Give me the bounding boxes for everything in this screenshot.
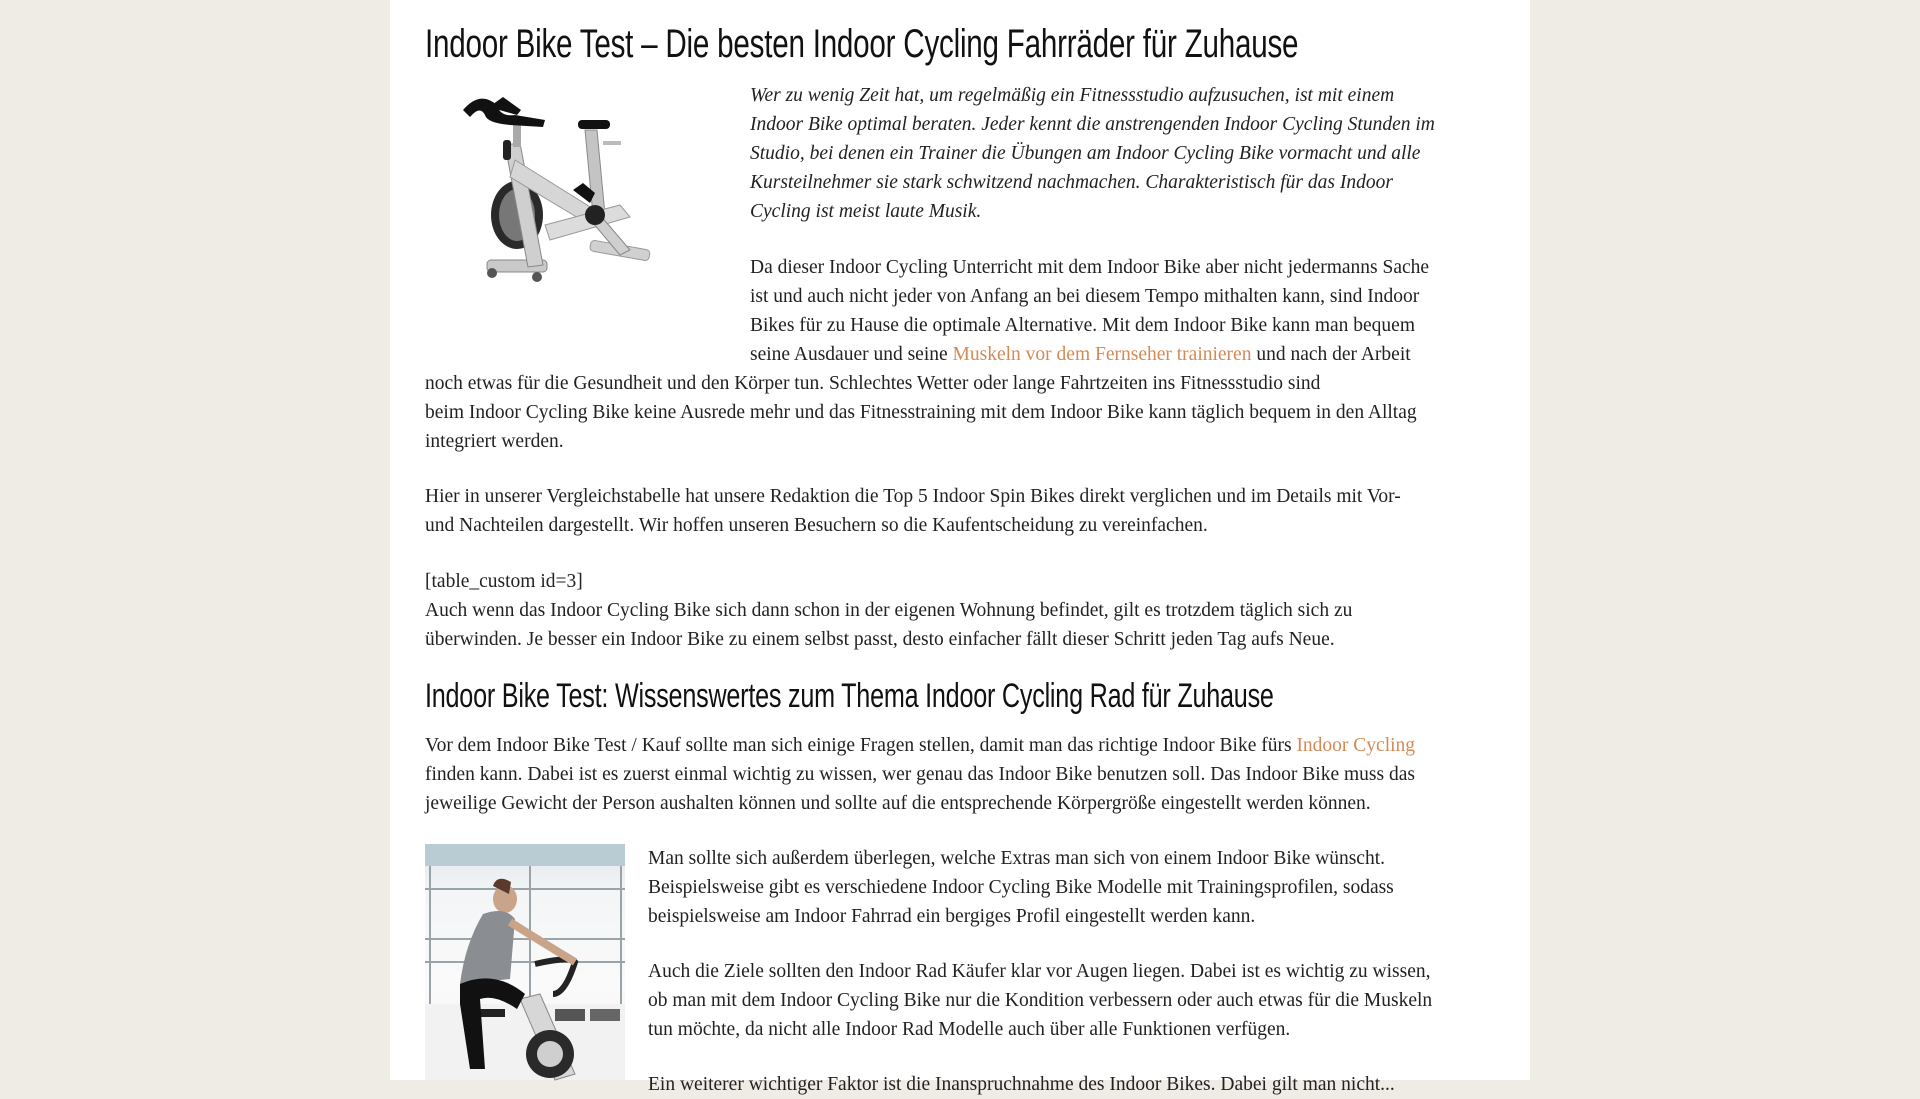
indoor-bike-image — [425, 85, 715, 325]
paragraph-alternative-continued: noch etwas für die Gesundheit und den Körper tun. Schlechtes Wetter oder lange Fahrtzeiten ins Fitnessstudio sind beim Indoor Cycling Bike keine Ausrede mehr und das Fitnesstraining mit dem Indoor Bike kann täglich bequem in den Alltag integriert werden. — [425, 373, 1417, 452]
paragraph-extras: Man sollte sich außerdem überlegen, welche Extras man sich von einem Indoor Bike wünscht. Beispielsweise gibt es verschiedene Indoor Cycling Bike Modelle mit Trainingsprofilen, sodass beispielsweise am Indoor Fahrrad ein bergiges Profil eingestellt werden kann. — [648, 848, 1394, 927]
paragraph-goals: Auch die Ziele sollten den Indoor Rad Käufer klar vor Augen liegen. Dabei ist es wichtig zu wissen, ob man mit dem Indoor Cycling Bike nur die Kondition verbessern oder auch etwas für die Muskeln tun möchte, da nicht alle Indoor Rad Modelle auch über alle Funktionen verfügen. — [648, 961, 1433, 1040]
section-heading: Indoor Bike Test: Wissenswertes zum Thema Indoor Cycling Rad für Zuhause — [425, 677, 1274, 715]
link-muskeln-trainieren[interactable]: Muskeln vor dem Fernseher trainieren — [952, 344, 1252, 365]
intro-paragraph: Wer zu wenig Zeit hat, um regelmäßig ein Fitnessstudio aufzusuchen, ist mit einem Indoor Bike optimal beraten. Jeder kennt die anstrengenden Indoor Cycling Stunden im Studio, bei denen ein Trainer die Übungen am Indoor Cycling Bike vormacht und alle Kursteilnehmer sie stark schwitzend nachmachen. Charakteristisch für das Indoor Cycling ist meist laute Musik. — [750, 85, 1435, 222]
paragraph-usage-partial: Ein weiterer wichtiger Faktor ist die Inanspruchnahme des Indoor Bikes. Dabei gilt man nicht... — [648, 1074, 1395, 1095]
paragraph-questions: Vor dem Indoor Bike Test / Kauf sollte man sich einige Fragen stellen, damit man das richtige Indoor Bike fürs Indoor Cycling finden kann. Dabei ist es zuerst einmal wichtig zu wissen, wer genau das Indoor Bike benutzen soll. Das Indoor Bike muss das jeweilige Gewicht der Person aushalten können und sollte auf die entsprechende Körpergröße eingestellt werden können. — [425, 735, 1416, 814]
paragraph-comparison-table: Hier in unserer Vergleichstabelle hat unsere Redaktion die Top 5 Indoor Spin Bikes direkt verglichen und im Details mit Vor- und Nachteilen dargestellt. Wir hoffen unseren Besuchern so die Kaufentscheidung zu vereinfachen. — [425, 486, 1401, 536]
table-shortcode: [table_custom id=3] — [425, 571, 583, 592]
paragraph-alternative: Da dieser Indoor Cycling Unterricht mit dem Indoor Bike aber nicht jedermanns Sache ist und auch nicht jeder von Anfang an bei diesem Tempo mithalten kann, sind Indoor Bikes für zu Hause die optimale Alternative. Mit dem Indoor Bike kann man bequem seine Ausdauer und seine Muskeln vor dem Fernseher trainieren und nach der Arbeit — [750, 257, 1430, 365]
woman-spin-bike-image — [425, 844, 625, 1080]
link-indoor-cycling[interactable]: Indoor Cycling — [1296, 735, 1416, 756]
page-title: Indoor Bike Test – Die besten Indoor Cycling Fahrräder für Zuhause — [425, 22, 1299, 66]
content-column — [390, 0, 1530, 1095]
paragraph-motivation: [table_custom id=3] Auch wenn das Indoor Cycling Bike sich dann schon in der eigenen Wohnung befindet, gilt es trotzdem täglich sich zu überwinden. Je besser ein Indoor Bike zu einem selbst passt, desto einfacher fällt dieser Schritt jeden Tag aufs Neue. — [425, 571, 1353, 650]
